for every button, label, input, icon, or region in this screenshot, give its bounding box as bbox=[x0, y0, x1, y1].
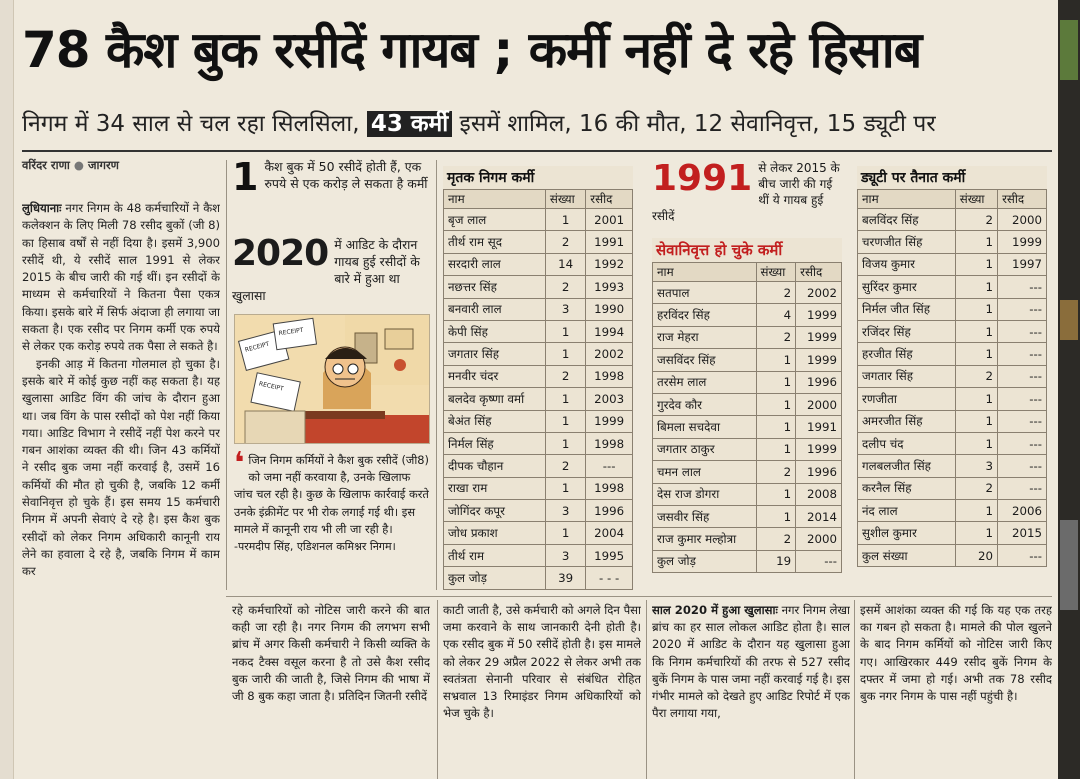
col-header-name: नाम bbox=[653, 263, 757, 282]
cell-name: राखा राम bbox=[444, 477, 546, 499]
cell-count: 1 bbox=[756, 371, 796, 393]
cell-name: चरणजीत सिंह bbox=[858, 231, 956, 253]
cell-name: जोगिंदर कपूर bbox=[444, 500, 546, 522]
cell-receipt: --- bbox=[998, 365, 1047, 387]
table-row bbox=[444, 276, 633, 298]
cell-count: 1 bbox=[955, 500, 997, 522]
table-row bbox=[444, 320, 633, 342]
table-row bbox=[653, 304, 842, 326]
cell-name: राज मेहरा bbox=[653, 326, 757, 348]
cell-count: 1 bbox=[955, 410, 997, 432]
cell-receipt: 2002 bbox=[586, 343, 633, 365]
fact-3-number: 1991 bbox=[652, 158, 753, 199]
cell-count: 2 bbox=[756, 282, 796, 304]
cell-count: 1 bbox=[545, 343, 585, 365]
cell-count: 1 bbox=[955, 276, 997, 298]
cell-count: 1 bbox=[756, 438, 796, 460]
cell-count: 1 bbox=[955, 522, 997, 544]
cell-count: 1 bbox=[545, 388, 585, 410]
cell-total-receipt: - - - bbox=[586, 567, 633, 589]
cell-name: रणजीता bbox=[858, 388, 956, 410]
paragraph-1: नगर निगम के 48 कर्मचारियों ने कैश कलेक्शन के लिए मिली 78 रसीद बुकों (जी 8) का हिसाब वर्षों से नहीं दिया है। इसमें 3,900 रसीदें थी, ये रसीदें साल 1991 से लेकर 2015 के बीच जारी की गई थीं। इन रसीदों के माध्यम से कर्मचारियों ने कितना पैसा एकत्र किया। इसके बारे में सिर्फ अंदाजा ही लगाया जा सकता है। एक रसीद पर निगम कर्मी एक रुपये से लेकर एक करोड़ रुपये तक पैसा ले सकते है। bbox=[22, 201, 220, 354]
table-row bbox=[858, 500, 1047, 522]
cell-receipt: --- bbox=[998, 455, 1047, 477]
table-row bbox=[858, 388, 1047, 410]
table-row bbox=[653, 282, 842, 304]
cell-count: 1 bbox=[545, 410, 585, 432]
cell-receipt: --- bbox=[998, 477, 1047, 499]
cell-name: राज कुमार मल्होत्रा bbox=[653, 528, 757, 550]
cartoon-illustration bbox=[234, 314, 430, 444]
fact-3-text: से लेकर 2015 के बीच जारी की गई थीं ये गायब हुई रसीदें bbox=[652, 161, 840, 223]
cell-receipt: 1996 bbox=[796, 461, 842, 483]
cell-count: 1 bbox=[955, 253, 997, 275]
cell-name: जसविंदर सिंह bbox=[653, 349, 757, 371]
table-total-row bbox=[858, 544, 1047, 566]
receipt-label-1: RECEIPT bbox=[244, 340, 271, 354]
cell-name: हरविंदर सिंह bbox=[653, 304, 757, 326]
paragraph-2: इनकी आड़ में कितना गोलमाल हो चुका है। इसके बारे में कोई कुछ नहीं कह सकता है। यह खुलासा आडिट विंग की जांच के दौरान हुआ था। जब विंग के पास रसीदों को पेश नहीं किया गया। आडिट विभाग ने रसीदें नहीं पेश करने पर गबन आशंका व्यक्त की थी। जिन 43 कर्मियों ने रसीद बुक जमा नहीं करवाई है, उसमें 16 कर्मियों की मौत हो चुकी है, जबकि 12 कर्मी सेवानिवृत्त हो चुके हैं। इस समय 15 कर्मचारी निगम में अपनी सेवाएं दे रहे है। इस कैश बुक रसीदों को लेकर निगम अधिकारी कानूनी राय लेने का हवाला दे रहे है, जबकि निगम में काम कर bbox=[22, 356, 220, 579]
cell-name: नंद लाल bbox=[858, 500, 956, 522]
cell-name: देस राज डोगरा bbox=[653, 483, 757, 505]
table-row bbox=[444, 477, 633, 499]
table-row bbox=[444, 432, 633, 454]
byline-source: जागरण bbox=[87, 158, 119, 172]
table-row bbox=[444, 298, 633, 320]
cell-receipt: --- bbox=[998, 320, 1047, 342]
col-header-receipt: रसीद bbox=[586, 190, 633, 209]
table-row bbox=[858, 253, 1047, 275]
cell-receipt: 2000 bbox=[998, 209, 1047, 231]
cell-total-count: 39 bbox=[545, 567, 585, 589]
cell-total-receipt: --- bbox=[796, 550, 842, 572]
bottom-column-4: इसमें आशंका व्यक्त की गई कि यह एक तरह का गबन हो सकता है। मामले की पोल खुलने के बाद निगम कर्मियों को नोटिस जारी किए गए। आखिरकार 449 रसीद बुकें निगम के दफ्तर में जमा हो गई। अभी तक 78 रसीद बुक नगर निगम के पास नहीं पहुंची है। bbox=[860, 603, 1052, 704]
cell-count: 2 bbox=[955, 209, 997, 231]
cell-receipt: 1998 bbox=[586, 432, 633, 454]
cell-count: 1 bbox=[756, 349, 796, 371]
cell-count: 1 bbox=[545, 320, 585, 342]
col-header-receipt: रसीद bbox=[796, 263, 842, 282]
table-row bbox=[653, 393, 842, 415]
table-row bbox=[858, 298, 1047, 320]
cell-receipt: 1996 bbox=[796, 371, 842, 393]
bottom-column-3-text: नगर निगम लेखा ब्रांच का हर साल लोकल आडिट होता है। साल 2020 में आडिट के दौरान यह खुलासा हुआ कि निगम कर्मचारियों की तरफ से 527 रसीद बुकें निगम के पास जमा नहीं करवाई गई है। इस गंभीर मामले को देखते हुए आडिट रिपोर्ट में एक पैरा लगाया गया, bbox=[652, 603, 850, 721]
cell-total-label: कुल जोड़ bbox=[444, 567, 546, 589]
fact-box-1 bbox=[232, 155, 430, 199]
table-duty-title: ड्यूटी पर तैनात कर्मी bbox=[861, 170, 966, 186]
cell-name: सुरिंदर कुमार bbox=[858, 276, 956, 298]
table-row bbox=[858, 365, 1047, 387]
dateline: लुधियानाः bbox=[22, 201, 62, 215]
table-row bbox=[444, 388, 633, 410]
headline: 78 कैश बुक रसीदें गायब ; कर्मी नहीं दे रहे हिसाब bbox=[22, 21, 922, 79]
cell-receipt: 2001 bbox=[586, 209, 633, 231]
table-row bbox=[653, 505, 842, 527]
cell-receipt: 1998 bbox=[586, 365, 633, 387]
table-row bbox=[444, 209, 633, 231]
table-row bbox=[858, 477, 1047, 499]
fact-2-number: 2020 bbox=[232, 233, 329, 274]
cell-count: 2 bbox=[545, 231, 585, 253]
cell-name: सतपाल bbox=[653, 282, 757, 304]
cell-count: 1 bbox=[545, 477, 585, 499]
cell-name: दीपक चौहान bbox=[444, 455, 546, 477]
cell-count: 1 bbox=[955, 343, 997, 365]
cell-receipt: --- bbox=[998, 410, 1047, 432]
cell-name: करनैल सिंह bbox=[858, 477, 956, 499]
col-header-name: नाम bbox=[858, 190, 956, 209]
table-row bbox=[444, 253, 633, 275]
cell-count: 3 bbox=[955, 455, 997, 477]
table-retired-title: सेवानिवृत्त हो चुके कर्मी bbox=[656, 241, 783, 259]
cell-count: 4 bbox=[756, 304, 796, 326]
table-row bbox=[444, 500, 633, 522]
cell-name: निर्मल जीत सिंह bbox=[858, 298, 956, 320]
cell-count: 3 bbox=[545, 298, 585, 320]
official-quote bbox=[234, 446, 430, 555]
col-header-count: संख्या bbox=[955, 190, 997, 209]
cell-name: गुरदेव कौर bbox=[653, 393, 757, 415]
cell-receipt: 1997 bbox=[998, 253, 1047, 275]
cell-receipt: 1998 bbox=[586, 477, 633, 499]
cell-receipt: --- bbox=[998, 388, 1047, 410]
cell-name: नछत्तर सिंह bbox=[444, 276, 546, 298]
cell-name: बलविंदर सिंह bbox=[858, 209, 956, 231]
receipt-label-2: RECEIPT bbox=[258, 380, 285, 393]
subhead-part1: निगम में 34 साल से चल रहा सिलसिला, bbox=[22, 111, 360, 137]
cell-receipt: --- bbox=[998, 276, 1047, 298]
cell-total-count: 19 bbox=[756, 550, 796, 572]
table-row bbox=[653, 371, 842, 393]
cell-count: 2 bbox=[545, 276, 585, 298]
cell-name: निर्मल सिंह bbox=[444, 432, 546, 454]
table-row bbox=[858, 320, 1047, 342]
cell-count: 1 bbox=[955, 388, 997, 410]
table-on-duty-employees bbox=[857, 166, 1047, 567]
cell-name: बिमला सचदेवा bbox=[653, 416, 757, 438]
cell-count: 1 bbox=[756, 483, 796, 505]
cell-receipt: 2003 bbox=[586, 388, 633, 410]
cell-name: मनवीर चंदर bbox=[444, 365, 546, 387]
bottom-columns bbox=[0, 602, 1080, 779]
cell-receipt: --- bbox=[586, 455, 633, 477]
cell-count: 1 bbox=[545, 522, 585, 544]
cell-count: 1 bbox=[756, 505, 796, 527]
cell-receipt: 2000 bbox=[796, 393, 842, 415]
cell-receipt: 2002 bbox=[796, 282, 842, 304]
cell-name: जसवीर सिंह bbox=[653, 505, 757, 527]
table-total-row bbox=[444, 567, 633, 589]
cell-receipt: --- bbox=[998, 343, 1047, 365]
cell-receipt: 2000 bbox=[796, 528, 842, 550]
cell-receipt: 1991 bbox=[796, 416, 842, 438]
col-header-receipt: रसीद bbox=[998, 190, 1047, 209]
cell-count: 2 bbox=[756, 461, 796, 483]
cell-name: हरजीत सिंह bbox=[858, 343, 956, 365]
fact-box-2 bbox=[232, 233, 430, 304]
cell-receipt: 1996 bbox=[586, 500, 633, 522]
fact-1-text: कैश बुक में 50 रसीदें होती हैं, एक रुपये से एक करोड़ ले सकता है कर्मी bbox=[264, 159, 428, 191]
table-row bbox=[653, 349, 842, 371]
cell-count: 2 bbox=[545, 455, 585, 477]
bottom-column-3 bbox=[652, 602, 850, 779]
subhead bbox=[22, 106, 1062, 138]
col-header-name: नाम bbox=[444, 190, 546, 209]
table-row bbox=[858, 522, 1047, 544]
cell-count: 1 bbox=[955, 320, 997, 342]
cell-receipt: 1999 bbox=[998, 231, 1047, 253]
cell-receipt: --- bbox=[998, 432, 1047, 454]
table-row bbox=[444, 455, 633, 477]
cell-name: बलदेव कृष्णा वर्मा bbox=[444, 388, 546, 410]
cell-count: 2 bbox=[955, 477, 997, 499]
table-dead-title: मृतक निगम कर्मी bbox=[447, 170, 535, 186]
fact-box-3 bbox=[652, 160, 842, 224]
cell-name: जगतार सिंह bbox=[444, 343, 546, 365]
table-row bbox=[653, 416, 842, 438]
cell-name: विजय कुमार bbox=[858, 253, 956, 275]
cell-count: 1 bbox=[545, 432, 585, 454]
table-row bbox=[444, 410, 633, 432]
cell-receipt: 1999 bbox=[796, 438, 842, 460]
cell-name: रजिंदर सिंह bbox=[858, 320, 956, 342]
cell-count: 2 bbox=[545, 365, 585, 387]
cell-count: 1 bbox=[545, 209, 585, 231]
cell-receipt: 1995 bbox=[586, 544, 633, 566]
cell-count: 1 bbox=[955, 231, 997, 253]
table-row bbox=[858, 343, 1047, 365]
cell-receipt: 2014 bbox=[796, 505, 842, 527]
receipt-label-3: RECEIPT bbox=[278, 326, 304, 338]
table-total-row bbox=[653, 550, 842, 572]
cell-count: 1 bbox=[756, 416, 796, 438]
cell-total-receipt: --- bbox=[998, 544, 1047, 566]
subhead-part2: इसमें शामिल, 16 की मौत, 12 सेवानिवृत्त, 15 ड्यूटी पर bbox=[459, 111, 936, 137]
cell-count: 2 bbox=[756, 326, 796, 348]
cell-count: 1 bbox=[756, 393, 796, 415]
cell-receipt: 1999 bbox=[796, 326, 842, 348]
cell-name: तीर्थ राम सूद bbox=[444, 231, 546, 253]
cell-name: सुशील कुमार bbox=[858, 522, 956, 544]
cell-receipt: 1990 bbox=[586, 298, 633, 320]
table-row bbox=[653, 528, 842, 550]
cell-receipt: 1999 bbox=[796, 304, 842, 326]
cell-receipt: 1993 bbox=[586, 276, 633, 298]
quote-attribution: -परमदीप सिंह, एडिशनल कमिश्नर निगम। bbox=[234, 540, 396, 554]
bottom-column-1: रहे कर्मचारियों को नोटिस जारी करने की बात कही जा रही है। नगर निगम की लगभग सभी ब्रांच में अगर किसी कर्मचारी ने किसी व्यक्ति के नकद टैक्स वसूल करना है तो उसे कैश रसीद बुक जारी की जाती है, जिसे निगम की भाषा में जी 8 बुक कहा जाता है। प्रतिदिन जितनी रसीदें bbox=[232, 603, 430, 704]
table-row bbox=[858, 276, 1047, 298]
bottom-column-2: काटी जाती है, उसे कर्मचारी को अगले दिन पैसा जमा करवाने के साथ जानकारी देनी होती है। एक रसीद बुक में 50 रसीदें होती है। इस मामले को लेकर 29 अप्रैल 2022 से लेकर अभी तक स्वतंत्रता सेनानी परिवार से संबंधित रोहित सभ्रवाल 13 रिमाइंडर निगम अधिकारियों को भेज चुके है। bbox=[443, 603, 641, 721]
cell-count: 3 bbox=[545, 544, 585, 566]
cell-name: चमन लाल bbox=[653, 461, 757, 483]
table-row bbox=[444, 544, 633, 566]
cell-name: जगतार ठाकुर bbox=[653, 438, 757, 460]
cell-name: केपी सिंह bbox=[444, 320, 546, 342]
table-retired-employees bbox=[652, 238, 842, 573]
cell-receipt: 2015 bbox=[998, 522, 1047, 544]
cell-receipt: 2008 bbox=[796, 483, 842, 505]
cell-receipt: 2004 bbox=[586, 522, 633, 544]
table-row bbox=[653, 326, 842, 348]
cell-total-label: कुल जोड़ bbox=[653, 550, 757, 572]
table-row bbox=[858, 410, 1047, 432]
cell-receipt: 1994 bbox=[586, 320, 633, 342]
quote-text: जिन निगम कर्मियों ने कैश बुक रसीदें (जी8) को जमा नहीं करवाया है, उनके खिलाफ जांच चल रही है। कुछ के खिलाफ कार्रवाई करते उनके इंक्रीमेंट पर भी रोक लगाई गई थी। इस मामले में कानूनी राय भी ली जा रही है। bbox=[234, 453, 430, 536]
cell-receipt: 1992 bbox=[586, 253, 633, 275]
byline-author: वरिंदर राणा bbox=[22, 158, 70, 172]
cell-receipt: 2006 bbox=[998, 500, 1047, 522]
table-dead-employees bbox=[443, 166, 633, 590]
subhead-highlight-box: 43 कर्मी bbox=[367, 111, 452, 137]
cell-name: गलबलजीत सिंह bbox=[858, 455, 956, 477]
cell-count: 1 bbox=[955, 298, 997, 320]
fact-1-number: 1 bbox=[232, 155, 259, 199]
cell-count: 2 bbox=[756, 528, 796, 550]
cell-total-count: 20 bbox=[955, 544, 997, 566]
cell-count: 2 bbox=[955, 365, 997, 387]
fact-2-text: में आडिट के दौरान गायब हुई रसीदों के बारे में हुआ था खुलासा bbox=[232, 237, 420, 303]
table-row bbox=[858, 231, 1047, 253]
cell-name: बनवारी लाल bbox=[444, 298, 546, 320]
table-row bbox=[444, 231, 633, 253]
col-header-count: संख्या bbox=[756, 263, 796, 282]
quote-mark-icon: ❛ bbox=[234, 446, 245, 481]
cell-count: 1 bbox=[955, 432, 997, 454]
cell-receipt: 1999 bbox=[586, 410, 633, 432]
cell-name: जगतार सिंह bbox=[858, 365, 956, 387]
byline: वरिंदर राणा ● जागरण bbox=[22, 158, 119, 172]
cell-name: बृज लाल bbox=[444, 209, 546, 231]
header-rule bbox=[22, 150, 1052, 152]
cell-receipt: 1999 bbox=[796, 349, 842, 371]
cell-name: सरदारी लाल bbox=[444, 253, 546, 275]
table-row bbox=[858, 209, 1047, 231]
cell-receipt: --- bbox=[998, 298, 1047, 320]
cell-name: तरसेम लाल bbox=[653, 371, 757, 393]
cell-name: तीर्थ राम bbox=[444, 544, 546, 566]
cell-name: दलीप चंद bbox=[858, 432, 956, 454]
table-row bbox=[653, 438, 842, 460]
cell-total-label: कुल संख्या bbox=[858, 544, 956, 566]
col-header-count: संख्या bbox=[545, 190, 585, 209]
table-row bbox=[653, 483, 842, 505]
table-row bbox=[653, 461, 842, 483]
table-row bbox=[444, 365, 633, 387]
bottom-column-3-lead: साल 2020 में हुआ खुलासाः bbox=[652, 603, 778, 617]
cell-name: अमरजीत सिंह bbox=[858, 410, 956, 432]
cell-count: 3 bbox=[545, 500, 585, 522]
table-row bbox=[858, 455, 1047, 477]
table-row bbox=[444, 522, 633, 544]
table-row bbox=[444, 343, 633, 365]
cell-receipt: 1991 bbox=[586, 231, 633, 253]
cell-name: बेअंत सिंह bbox=[444, 410, 546, 432]
cell-name: जोध प्रकाश bbox=[444, 522, 546, 544]
cell-count: 14 bbox=[545, 253, 585, 275]
table-row bbox=[858, 432, 1047, 454]
